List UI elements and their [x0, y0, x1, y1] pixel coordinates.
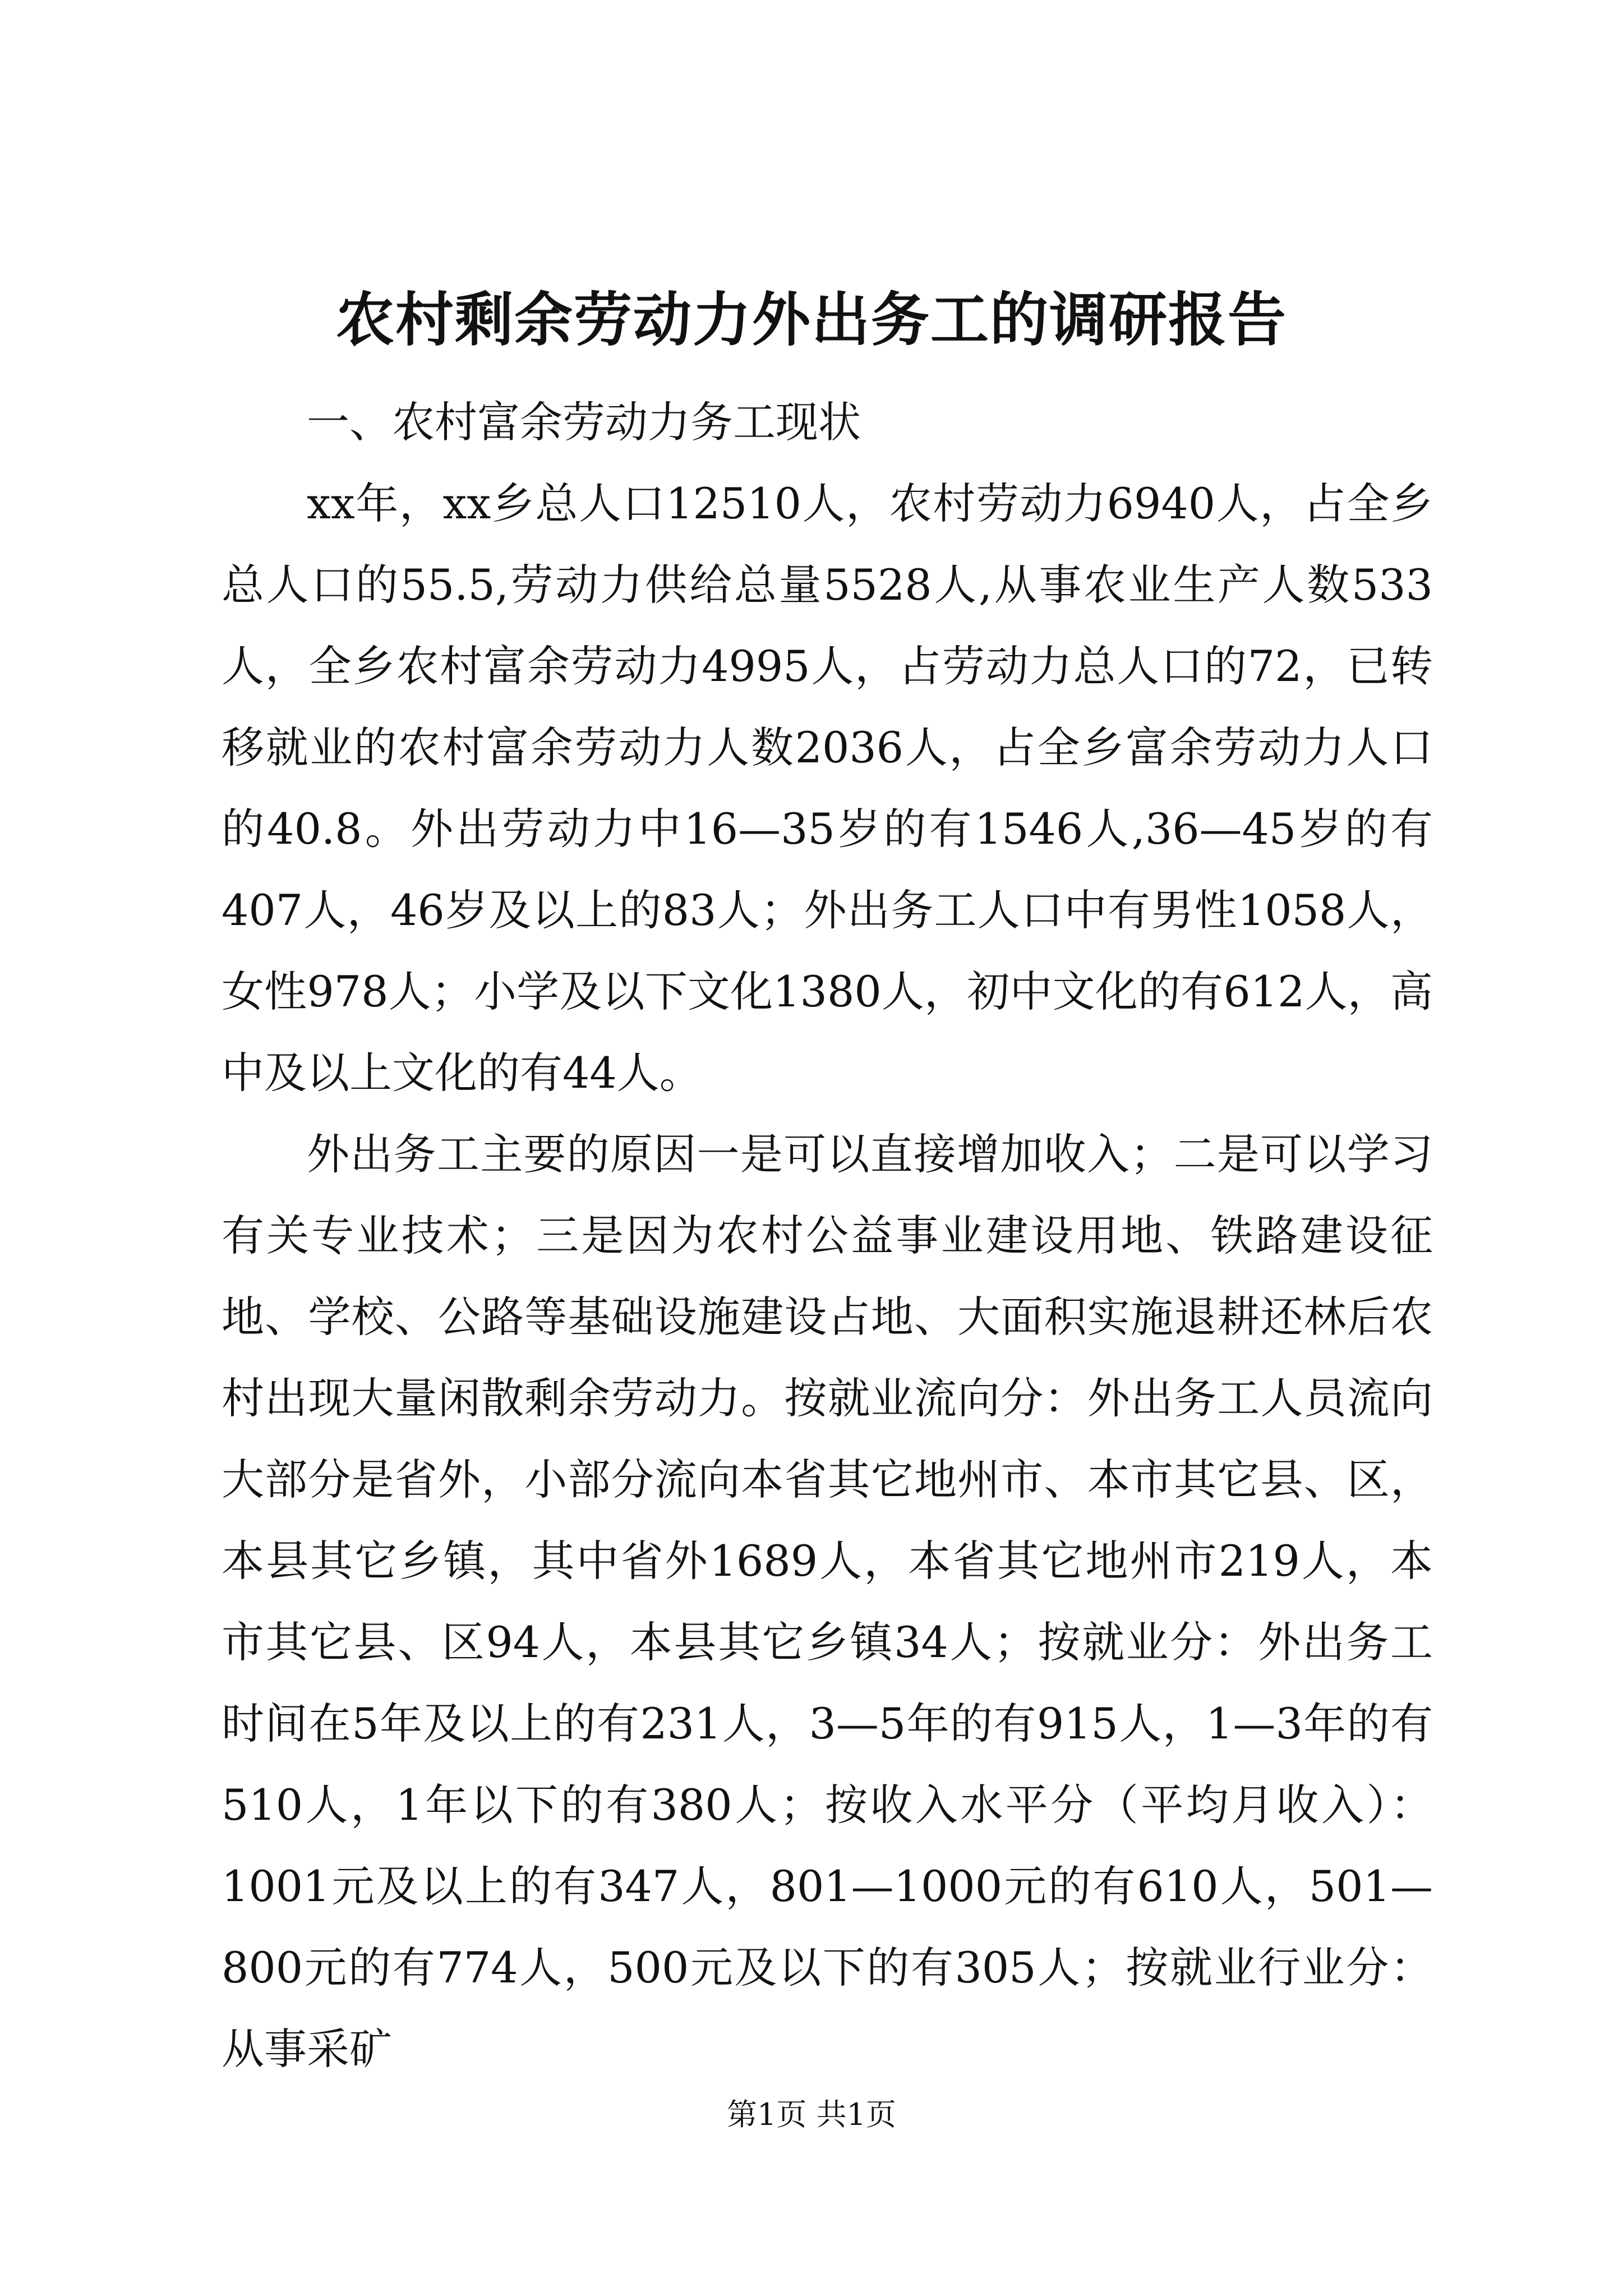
body-paragraph-1: xx年，xx乡总人口12510人，农村劳动力6940人，占全乡总人口的55.5,劳动力供给总量5528人,从事农业生产人数533人，全乡农村富余劳动力4995人，占劳动力总人口的72，已转移就业的农村富余劳动力人数2036人，占全乡富余劳动力人口的40.8。外出劳动力中16—35岁的有1546人,36—45岁的有407人，46岁及以上的83人；外出务工人口中有男性1058人，女性978人；小学及以下文化1380人，初中文化的有612人，高中及以上文化的有44人。	[222, 478, 1433, 1098]
section-heading: 一、农村富余劳动力务工现状	[307, 397, 861, 447]
document-body	[222, 381, 1433, 2090]
body-paragraph-2: 外出务工主要的原因一是可以直接增加收入；二是可以学习有关专业技术；三是因为农村公益事业建设用地、铁路建设征地、学校、公路等基础设施建设占地、大面积实施退耕还林后农村出现大量闲散剩余劳动力。按就业流向分：外出务工人员流向大部分是省外，小部分流向本省其它地州市、本市其它县、区，本县其它乡镇，其中省外1689人，本省其它地州市219人，本市其它县、区94人，本县其它乡镇34人；按就业分：外出务工时间在5年及以上的有231人，3—5年的有915人，1—3年的有510人，1年以下的有380人；按收入水平分（平均月收入）：1001元及以上的有347人，801—1000元的有610人，501—800元的有774人，500元及以下的有305人；按就业行业分：从事采矿	[222, 1129, 1433, 2074]
page-footer: 第1页 共1页	[727, 2097, 896, 2132]
document-title: 农村剩余劳动力外出务工的调研报告	[335, 285, 1287, 354]
